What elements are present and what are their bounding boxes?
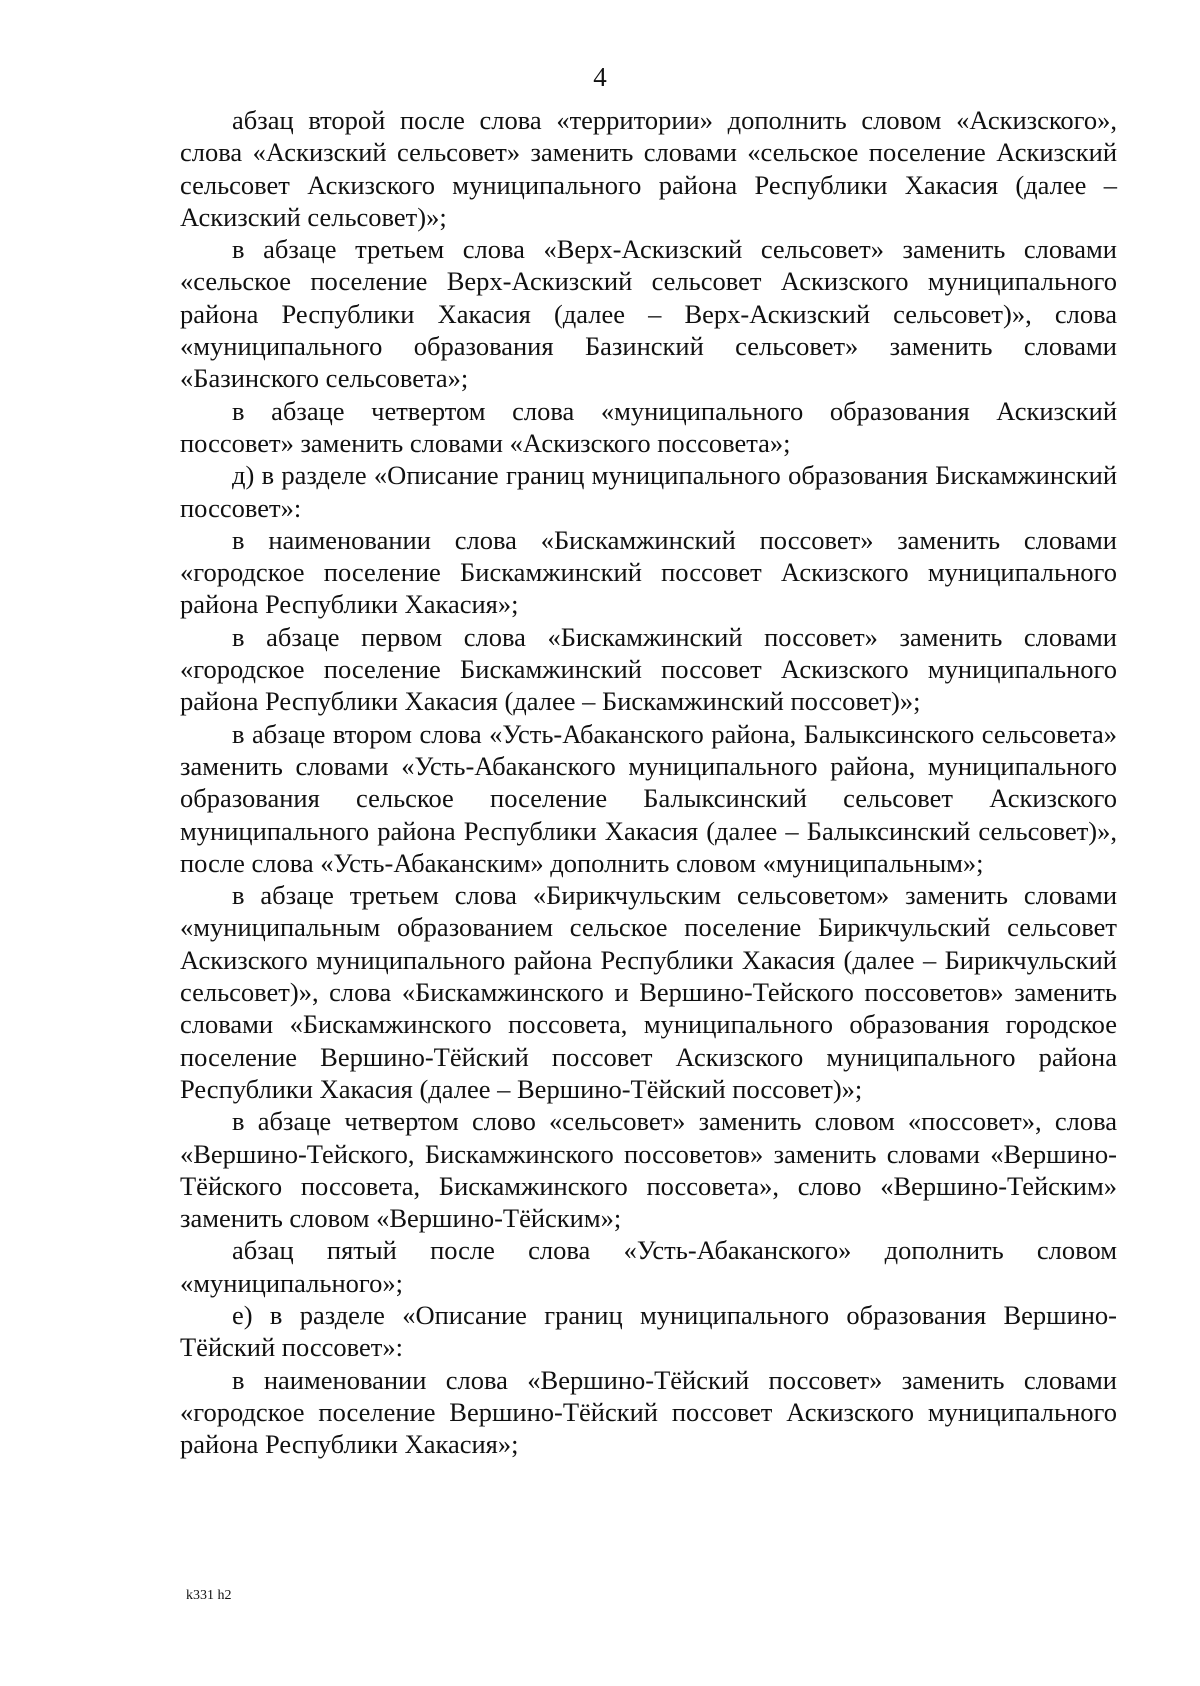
document-code: k331 h2 [186, 1588, 232, 1603]
paragraph: в абзаце третьем слова «Бирикчульским сельсоветом» заменить словами «муниципальным образованием сельское поселение Бирикчульский сельсовет Аскизского муниципального района Республики Хакасия (далее – Бирикчульский сельсовет)», слова «Бискамжинского и Вершино-Тейского поссоветов» заменить словами «Бискамжинского поссовета, муниципального образования городское поселение Вершино-Тёйский поссовет Аскизского муниципального района Республики Хакасия (далее – Вершино-Тёйский поссовет)»; [180, 880, 1117, 1104]
paragraph: в абзаце первом слова «Бискамжинский поссовет» заменить словами «городское поселение Бискамжинский поссовет Аскизского муниципального района Республики Хакасия (далее – Бискамжинский поссовет)»; [180, 621, 1117, 717]
paragraph: в абзаце втором слова «Усть-Абаканского района, Балыксинского сельсовета» заменить словами «Усть-Абаканского муниципального района, муниципального образования сельское поселение Балыксинский сельсовет Аскизского муниципального района Республики Хакасия (далее – Балыксинский сельсовет)», после слова «Усть-Абаканским» дополнить словом «муниципальным»; [180, 718, 1117, 878]
paragraph: е) в разделе «Описание границ муниципального образования Вершино-Тёйский поссовет»: [180, 1299, 1117, 1363]
paragraph: в абзаце третьем слова «Верх-Аскизский сельсовет» заменить словами «сельское поселение Верх-Аскизский сельсовет Аскизского муниципального района Республики Хакасия (далее – Верх-Аскизский сельсовет)», слова «муниципального образования Базинский сельсовет» заменить словами «Базинского сельсовета»; [180, 234, 1117, 394]
paragraph: абзац пятый после слова «Усть-Абаканского» дополнить словом «муниципального»; [180, 1235, 1117, 1298]
document-body [180, 104, 1117, 1460]
paragraph: абзац второй после слова «территории» дополнить словом «Аскизского», слова «Аскизский сельсовет» заменить словами «сельское поселение Аскизский сельсовет Аскизского муниципального района Республики Хакасия (далее – Аскизский сельсовет)»; [180, 105, 1117, 232]
paragraph: в абзаце четвертом слова «муниципального образования Аскизский поссовет» заменить словами «Аскизского поссовета»; [180, 395, 1117, 458]
page-number: 4 [593, 62, 607, 92]
paragraph: в наименовании слова «Бискамжинский поссовет» заменить словами «городское поселение Бискамжинский поссовет Аскизского муниципального района Республики Хакасия»; [180, 524, 1117, 620]
paragraph: в наименовании слова «Вершино-Тёйский поссовет» заменить словами «городское поселение Вершино-Тёйский поссовет Аскизского муниципального района Республики Хакасия»; [180, 1364, 1117, 1460]
paragraph: д) в разделе «Описание границ муниципального образования Бискамжинский поссовет»: [180, 460, 1117, 523]
paragraph: в абзаце четвертом слово «сельсовет» заменить словом «поссовет», слова «Вершино-Тейского, Бискамжинского поссоветов» заменить словами «Вершино-Тёйского поссовета, Бискамжинского поссовета», слово «Вершино-Тейским» заменить словом «Вершино-Тёйским»; [180, 1106, 1117, 1234]
